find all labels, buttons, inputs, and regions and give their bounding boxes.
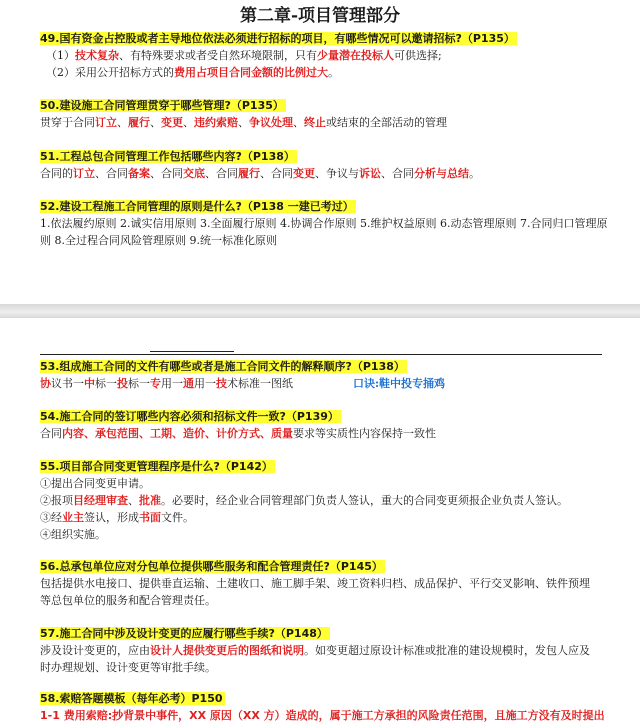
body-text: 、合同	[150, 167, 183, 180]
question-55-heading: 55.项目部合同变更管理程序是什么?（P142）	[40, 460, 273, 473]
question-56-heading: 56.总承包单位应对分包单位提供哪些服务和配合管理责任?（P145）	[40, 560, 383, 573]
emphasis-text: 变更	[161, 116, 183, 129]
body-text: 、有特殊要求或者受自然环境限制，只有	[119, 49, 317, 62]
emphasis-text: 订立	[73, 167, 95, 180]
question-52-answer-line-1: 1.依法履约原则 2.诚实信用原则 3.全面履行原则 4.协调合作原则 5.维护权益原则 6.动态管理原则 7.合同归口管理原	[40, 217, 608, 230]
body-text: 。如变更超过原设计标准或批准的建设规模时，发包人应及	[304, 644, 590, 657]
emphasis-text: 争议处理	[249, 116, 293, 129]
question-49-answer-line-2	[40, 64, 610, 81]
question-55-step-4: ④组织实施。	[40, 528, 106, 541]
emphasis-text: 计价方式	[216, 427, 260, 440]
emphasis-text: 投	[117, 377, 128, 390]
question-50-answer	[40, 114, 610, 131]
page-gap	[0, 304, 640, 318]
body-text: 合同	[40, 427, 62, 440]
emphasis-text: 书面	[139, 511, 161, 524]
question-52	[40, 198, 610, 249]
emphasis-text: 交底	[183, 167, 205, 180]
question-56-answer-line-1: 包括提供水电接口、提供垂直运输、土建收口、施工脚手架、竣工资料归档、成品保护、平行交叉影响、铁件预埋	[40, 577, 590, 590]
emphasis-text: 、	[139, 427, 150, 440]
emphasis-text: 备案	[128, 167, 150, 180]
question-53	[40, 358, 610, 392]
question-50-heading: 50.建设施工合同管理贯穿于哪些管理?（P135）	[40, 99, 284, 112]
body-text: 涉及设计变更的，应由	[40, 644, 150, 657]
emphasis-text: 违约索赔	[194, 116, 238, 129]
emphasis-text: 、	[205, 427, 216, 440]
emphasis-text: 工期	[150, 427, 172, 440]
emphasis-text: 协	[40, 377, 51, 390]
body-text: 、合同	[95, 167, 128, 180]
question-57-heading: 57.施工合同中涉及设计变更的应履行哪些手续?（P148）	[40, 627, 328, 640]
question-53-answer	[40, 375, 610, 392]
question-55-step-2	[40, 492, 610, 509]
body-text: 、合同	[381, 167, 414, 180]
emphasis-text: 、	[172, 427, 183, 440]
question-51-answer	[40, 165, 610, 182]
emphasis-text: 承包范围	[95, 427, 139, 440]
question-58-heading: 58.索赔答题模板（每年必考）P150	[40, 692, 223, 705]
body-text: 、	[128, 494, 139, 507]
question-57	[40, 625, 610, 676]
chapter-title: 第二章-项目管理部分	[239, 6, 401, 26]
question-55-step-1: ①提出合同变更申请。	[40, 477, 150, 490]
body-text: 、	[293, 116, 304, 129]
question-54	[40, 408, 610, 442]
emphasis-text: 履行	[128, 116, 150, 129]
emphasis-text: 订立	[95, 116, 117, 129]
emphasis-text: 设计人提供变更后的图纸和说明	[150, 644, 304, 657]
question-49-heading: 49.国有资金占控股或者主导地位依法必须进行招标的项目，有哪些情况可以邀请招标?（P135）	[40, 32, 515, 45]
document-page-1	[0, 0, 640, 304]
question-54-answer	[40, 425, 610, 442]
question-56	[40, 558, 610, 609]
body-text: 标一	[128, 377, 150, 390]
question-52-heading: 52.建设工程施工合同管理的原则是什么?（P138 一建已考过）	[40, 200, 354, 213]
body-text: 、	[117, 116, 128, 129]
emphasis-text: 内容	[62, 427, 84, 440]
question-58	[40, 690, 610, 722]
body-text: 标一	[95, 377, 117, 390]
body-text: 、争议与	[315, 167, 359, 180]
emphasis-text: 终止	[304, 116, 326, 129]
emphasis-text: 目经理审查	[73, 494, 128, 507]
body-text: （2）采用公开招标方式的	[46, 66, 174, 79]
question-57-answer-line-2: 时办理规划、设计变更等审批手续。	[40, 661, 216, 674]
body-text: 议书一	[51, 377, 84, 390]
body-text: 要求等实质性内容保持一致性	[293, 427, 436, 440]
body-text: ③经	[40, 511, 62, 524]
question-50	[40, 97, 610, 131]
question-55	[40, 458, 610, 543]
emphasis-text: 技	[216, 377, 227, 390]
body-text: 。	[328, 66, 339, 79]
question-52-answer-line-2: 则 8.全过程合同风险管理原则 9.统一标准化原则	[40, 234, 277, 247]
emphasis-text: 通	[183, 377, 194, 390]
body-text: 、	[238, 116, 249, 129]
emphasis-text: 变更	[293, 167, 315, 180]
emphasis-text: 造价	[183, 427, 205, 440]
body-text: 用一	[161, 377, 183, 390]
emphasis-text: 专	[150, 377, 161, 390]
emphasis-text: 业主	[62, 511, 84, 524]
emphasis-text: 质量	[271, 427, 293, 440]
body-text: 、	[183, 116, 194, 129]
emphasis-text: 、	[260, 427, 271, 440]
emphasis-text: 履行	[238, 167, 260, 180]
body-text: 术标准一图纸	[227, 377, 293, 390]
question-53-heading: 53.组成施工合同的文件有哪些或者是施工合同文件的解释顺序?（P138）	[40, 360, 405, 373]
emphasis-text: 诉讼	[359, 167, 381, 180]
header-rule	[40, 354, 602, 355]
question-51-heading: 51.工程总包合同管理工作包括哪些内容?（P138）	[40, 150, 295, 163]
body-text: （1）	[46, 49, 75, 62]
question-57-answer-line-1	[40, 642, 610, 659]
emphasis-text: 中	[84, 377, 95, 390]
body-text: 或结束的全部活动的管理	[326, 116, 447, 129]
header-rule-short	[150, 351, 234, 352]
body-text: 。	[469, 167, 480, 180]
document-page-2	[0, 318, 640, 722]
body-text: 签认，形成	[84, 511, 139, 524]
body-text: 合同的	[40, 167, 73, 180]
body-text: ②报项	[40, 494, 73, 507]
emphasis-text: 分析与总结	[414, 167, 469, 180]
body-text: 、合同	[205, 167, 238, 180]
body-text: 贯穿于合同	[40, 116, 95, 129]
body-text: 、	[150, 116, 161, 129]
body-text: 。必要时，经企业合同管理部门负责人签认，重大的合同变更须报企业负责人签认。	[161, 494, 568, 507]
emphasis-text: 少量潜在投标人	[317, 49, 394, 62]
emphasis-text: 、	[84, 427, 95, 440]
body-text: 文件。	[161, 511, 194, 524]
question-58-case-line: 1-1 费用索赔:抄背景中事件，XX 原因（XX 方）造成的，属于施工方承担的风险责任范围，且施工方没有及时提出	[40, 709, 605, 722]
question-56-answer-line-2: 等总包单位的服务和配合管理责任。	[40, 594, 216, 607]
body-text: 用一	[194, 377, 216, 390]
question-49-answer-line-1	[40, 47, 610, 64]
emphasis-text: 批准	[139, 494, 161, 507]
question-49	[40, 30, 610, 81]
question-51	[40, 148, 610, 182]
question-54-heading: 54.施工合同的签订哪些内容必须和招标文件一致?（P139）	[40, 410, 339, 423]
body-text: 、合同	[260, 167, 293, 180]
body-text: 可供选择;	[394, 49, 442, 62]
mnemonic: 口诀:鞋中投专捅鸡	[353, 377, 446, 390]
emphasis-text: 费用占项目合同金额的比例过大	[174, 66, 328, 79]
emphasis-text: 技术复杂	[75, 49, 119, 62]
question-55-step-3	[40, 509, 610, 526]
